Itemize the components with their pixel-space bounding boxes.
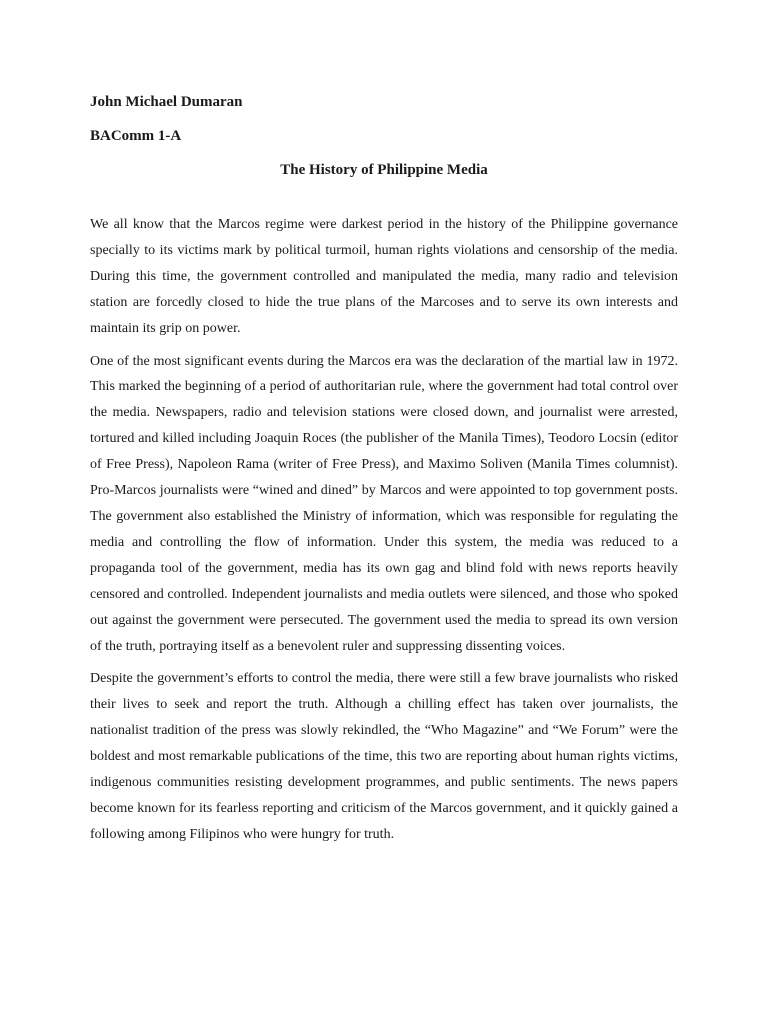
body-paragraph-3: Despite the government’s efforts to control the media, there were still a few brave journalists who risked their lives to seek and report the truth. Although a chilling effect has taken over journalists, the nationalist tradition of the press was slowly rekindled, the “Who Magazine” and “We Forum” were the boldest and most remarkable publications of the time, this two are reporting about human rights victims, indigenous communities resisting development programmes, and public sentiments. The news papers become known for its fearless reporting and criticism of the Marcos government, and it quickly gained a following among Filipinos who were hungry for truth. [90, 671, 678, 842]
body-paragraph-2: One of the most significant events during the Marcos era was the declaration of the martial law in 1972. This marked the beginning of a period of authoritarian rule, where the government had total control over the media. Newspapers, radio and television stations were closed down, and journalist were arrested, tortured and killed including Joaquin Roces (the publisher of the Manila Times), Teodoro Locsin (editor of Free Press), Napoleon Rama (writer of Free Press), and Maximo Soliven (Manila Times columnist). Pro-Marcos journalists were “wined and dined” by Marcos and were appointed to top government posts. The government also established the Ministry of information, which was responsible for regulating the media and controlling the flow of information. Under this system, the media was reduced to a propaganda tool of the government, media has its own gag and blind fold with news reports heavily censored and controlled. Independent journalists and media outlets were silenced, and those who spoked out against the government were persecuted. The government used the media to spread its own version of the truth, portraying itself as a benevolent ruler and suppressing dissenting voices. [90, 353, 678, 654]
body-paragraph-1: We all know that the Marcos regime were darkest period in the history of the Philippine governance specially to its victims mark by political turmoil, human rights violations and censorship of the media. During this time, the government controlled and manipulated the media, many radio and television station are forcedly closed to hide the true plans of the Marcoses and to serve its own interests and maintain its grip on power. [90, 217, 678, 336]
document-page [90, 92, 678, 855]
document-body [90, 212, 678, 848]
document-title: The History of Philippine Media [280, 162, 488, 178]
author-name: John Michael Dumaran [90, 94, 243, 110]
course-section: BAComm 1-A [90, 128, 182, 144]
